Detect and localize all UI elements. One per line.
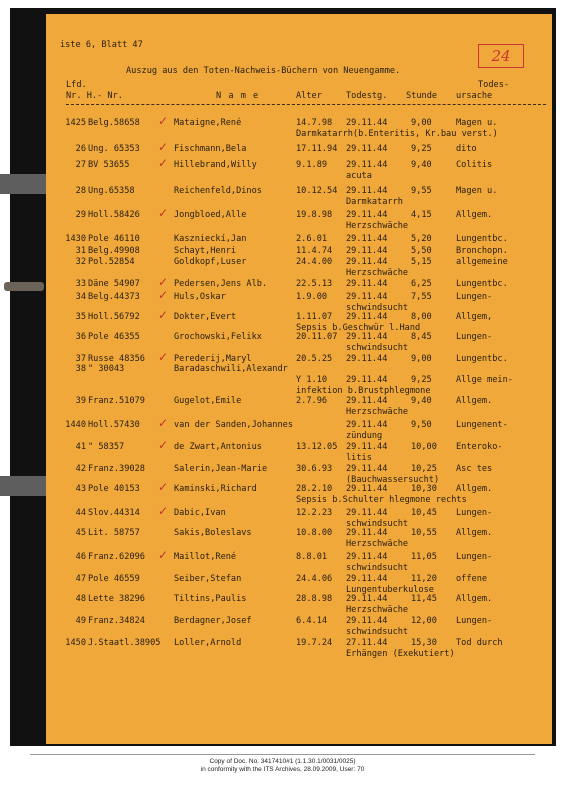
birth-date: 2.6.01 (296, 234, 328, 244)
record-number: 47 (75, 574, 86, 584)
prisoner-name: Kaminski,Richard (174, 484, 257, 494)
record-number: 49 (75, 616, 86, 626)
record-number: 44 (75, 508, 86, 518)
death-cause-continued: schwindsucht (346, 343, 409, 353)
death-date: 29.11.44 (346, 354, 388, 364)
death-cause: Enteroko- (456, 442, 503, 452)
red-check-mark-icon: ✓ (158, 548, 169, 562)
header-rule (66, 104, 546, 105)
red-check-mark-icon: ✓ (158, 275, 169, 289)
record-number: 1425 (65, 118, 86, 128)
death-date: 29.11.44 (346, 257, 388, 267)
prisoner-number: Holl.57430 (88, 420, 140, 430)
death-time: 9,40 (411, 396, 432, 406)
page-number-stamp: 24 (478, 44, 524, 68)
birth-date: 11.4.74 (296, 246, 333, 256)
record-number: 39 (75, 396, 86, 406)
red-check-mark-icon: ✓ (158, 114, 169, 128)
col-todestag: Todestg. (346, 91, 388, 101)
birth-date: 20.5.25 (296, 354, 333, 364)
death-date: 29.11.44 (346, 616, 388, 626)
death-date: 29.11.44 (346, 442, 388, 452)
death-cause: Lungen- (456, 552, 493, 562)
prisoner-name: Huls,Oskar (174, 292, 226, 302)
death-cause: Allgem. (456, 210, 493, 220)
death-time: 9,00 (411, 118, 432, 128)
prisoner-number: Lette 38296 (88, 594, 145, 604)
death-time: 8,00 (411, 312, 432, 322)
death-cause: Lungentbc. (456, 279, 508, 289)
red-check-mark-icon: ✓ (158, 308, 169, 322)
prisoner-number: Franz.51079 (88, 396, 145, 406)
prisoner-number: Franz.62096 (88, 552, 145, 562)
death-time: 9,25 (411, 144, 432, 154)
death-date: 29.11.44 (346, 332, 388, 342)
prisoner-name: de Zwart,Antonius (174, 442, 262, 452)
death-time: 9,50 (411, 420, 432, 430)
prisoner-name: Mataigne,René (174, 118, 242, 128)
prisoner-name: Salerin,Jean-Marie (174, 464, 268, 474)
birth-date: 13.12.05 (296, 442, 338, 452)
death-cause: Allgem. (456, 484, 493, 494)
red-check-mark-icon: ✓ (158, 140, 169, 154)
death-cause: Lungen- (456, 616, 493, 626)
death-cause: Allgem. (456, 396, 493, 406)
prisoner-number: Russe 48356 (88, 354, 145, 364)
death-date: 29.11.44 (346, 246, 388, 256)
death-cause-continued: Erhängen (Exekutiert) (346, 649, 455, 659)
death-cause-continued: Herzschwäche (346, 268, 409, 278)
footer-rule (30, 754, 535, 755)
death-time: 10,30 (411, 484, 437, 494)
death-date: 29.11.44 (346, 292, 388, 302)
death-time: 11,45 (411, 594, 437, 604)
death-cause-continued: infektion b.Brustphlegmone (296, 386, 431, 396)
prisoner-number: Ung. 65353 (88, 144, 140, 154)
birth-date: 28.8.98 (296, 594, 333, 604)
prisoner-number: " 58357 (88, 442, 125, 452)
prisoner-name: Maillot,René (174, 552, 237, 562)
death-date: 29.11.44 (346, 396, 388, 406)
death-date: 29.11.44 (346, 160, 388, 170)
record-number: 1450 (65, 638, 86, 648)
death-time: 4,15 (411, 210, 432, 220)
tape-strip (0, 476, 46, 496)
prisoner-number: Belg.49908 (88, 246, 140, 256)
prisoner-name: Pedersen,Jens Alb. (174, 279, 268, 289)
prisoner-number: Belg.44373 (88, 292, 140, 302)
death-cause: allgemeine (456, 257, 508, 267)
record-number: 31 (75, 246, 86, 256)
col-lfd: Lfd. (66, 80, 87, 90)
death-date: 29.11.44 (346, 574, 388, 584)
record-number: 45 (75, 528, 86, 538)
birth-date: 30.6.93 (296, 464, 333, 474)
birth-date: 24.4.00 (296, 257, 333, 267)
death-date: 27.11.44 (346, 638, 388, 648)
death-cause-continued: Herzschwäche (346, 407, 409, 417)
death-date: 29.11.44 (346, 375, 388, 385)
death-cause-continued: (Bauchwassersucht) (346, 475, 440, 485)
prisoner-name: Seiber,Stefan (174, 574, 242, 584)
prisoner-name: Dabic,Ivan (174, 508, 226, 518)
death-cause-continued: zündung (346, 431, 383, 441)
prisoner-name: Kasznieckí,Jan (174, 234, 247, 244)
death-cause: Magen u. (456, 186, 498, 196)
prisoner-name: Tiltins,Paulis (174, 594, 247, 604)
prisoner-name: Dokter,Evert (174, 312, 237, 322)
record-number: 37 (75, 354, 86, 364)
death-cause: Magen u. (456, 118, 498, 128)
death-cause: offene (456, 574, 488, 584)
prisoner-name: Baradaschwili,Alexandr (174, 364, 288, 374)
death-cause-continued: acuta (346, 171, 372, 181)
birth-date: 1.9.00 (296, 292, 328, 302)
death-cause-continued: litis (346, 453, 372, 463)
death-cause-continued: Darmkatarrh(b.Enteritis, Kr.bau verst.) (296, 129, 498, 139)
death-time: 9,40 (411, 160, 432, 170)
prisoner-number: Holl.58426 (88, 210, 140, 220)
birth-date: 17.11.94 (296, 144, 338, 154)
death-date: 29.11.44 (346, 484, 388, 494)
death-date: 29.11.44 (346, 118, 388, 128)
death-cause: dito (456, 144, 477, 154)
death-date: 29.11.44 (346, 144, 388, 154)
red-check-mark-icon: ✓ (158, 350, 169, 364)
prisoner-name: Perederij,Maryl (174, 354, 252, 364)
death-time: 5,15 (411, 257, 432, 267)
col-alter: Alter (296, 91, 322, 101)
death-cause-continued: Herzschwäche (346, 539, 409, 549)
death-cause-continued: Sepsis b.Schulter hlegmone rechts (296, 495, 467, 505)
prisoner-number: Holl.56792 (88, 312, 140, 322)
death-cause: Colitis (456, 160, 493, 170)
prisoner-number: Franz.39028 (88, 464, 145, 474)
death-time: 10,55 (411, 528, 437, 538)
death-cause: Lungentbc. (456, 354, 508, 364)
document-sheet (46, 14, 552, 744)
archive-footer (0, 758, 565, 773)
death-cause-continued: schwindsucht (346, 627, 409, 637)
death-cause: Tod durch (456, 638, 503, 648)
death-time: 8,45 (411, 332, 432, 342)
death-cause: Asc tes (456, 464, 493, 474)
record-number: 48 (75, 594, 86, 604)
death-date: 29.11.44 (346, 210, 388, 220)
col-ursache: ursache (456, 91, 493, 101)
death-date: 29.11.44 (346, 508, 388, 518)
red-check-mark-icon: ✓ (158, 206, 169, 220)
death-cause-continued: schwindsucht (346, 563, 409, 573)
record-number: 1440 (65, 420, 86, 430)
prisoner-number: Pole 46355 (88, 332, 140, 342)
birth-date: 14.7.98 (296, 118, 333, 128)
birth-date: 10.8.00 (296, 528, 333, 538)
prisoner-number: " 30043 (88, 364, 125, 374)
death-cause: Allgem. (456, 594, 493, 604)
death-time: 7,55 (411, 292, 432, 302)
birth-date: 12.2.23 (296, 508, 333, 518)
death-time: 10,25 (411, 464, 437, 474)
record-number: 42 (75, 464, 86, 474)
red-check-mark-icon: ✓ (158, 504, 169, 518)
death-time: 10,00 (411, 442, 437, 452)
death-time: 5,50 (411, 246, 432, 256)
death-cause-continued: Lungentuberkulose (346, 585, 434, 595)
record-number: 38 (75, 364, 86, 374)
death-time: 9,00 (411, 354, 432, 364)
death-time: 11,05 (411, 552, 437, 562)
prisoner-number: Pole 46559 (88, 574, 140, 584)
tape-strip (0, 174, 46, 194)
prisoner-number: Däne 54907 (88, 279, 140, 289)
death-time: 10,45 (411, 508, 437, 518)
prisoner-number: Ung.65358 (88, 186, 135, 196)
death-cause-continued: schwindsucht (346, 519, 409, 529)
birth-date: 6.4.14 (296, 616, 328, 626)
prisoner-name: Gugelot,Emile (174, 396, 242, 406)
prisoner-number: Franz.34824 (88, 616, 145, 626)
birth-date: 20.11.07 (296, 332, 338, 342)
birth-date: 24.4.06 (296, 574, 333, 584)
birth-date: 9.1.89 (296, 160, 328, 170)
death-time: 11,20 (411, 574, 437, 584)
death-cause: Lungentbc. (456, 234, 508, 244)
death-time: 6,25 (411, 279, 432, 289)
death-cause-continued: Darmkatarrh (346, 197, 403, 207)
prisoner-name: Grochowski,Felikx (174, 332, 262, 342)
record-number: 1430 (65, 234, 86, 244)
list-sheet-label: iste 6, Blatt 47 (60, 40, 143, 50)
record-number: 26 (75, 144, 86, 154)
prisoner-number: Pol.52854 (88, 257, 135, 267)
death-cause: Lungen- (456, 292, 493, 302)
prisoner-number: Pole 40153 (88, 484, 140, 494)
record-number: 36 (75, 332, 86, 342)
death-date: 29.11.44 (346, 552, 388, 562)
punch-hole (4, 282, 44, 291)
death-date: 29.11.44 (346, 279, 388, 289)
record-number: 35 (75, 312, 86, 322)
record-number: 34 (75, 292, 86, 302)
death-date: 29.11.44 (346, 528, 388, 538)
footer-copy-line: Copy of Doc. No. 3417410#1 (1.1.30.1/0031/0025) (209, 758, 356, 765)
birth-date: 28.2.10 (296, 484, 333, 494)
record-number: 32 (75, 257, 86, 267)
death-time: 15,30 (411, 638, 437, 648)
death-cause: Allge mein- (456, 375, 513, 385)
record-number: 28 (75, 186, 86, 196)
red-check-mark-icon: ✓ (158, 156, 169, 170)
red-check-mark-icon: ✓ (158, 480, 169, 494)
prisoner-number: J.Staatl.38905 (88, 638, 161, 648)
prisoner-name: Fischmann,Bela (174, 144, 247, 154)
death-cause-continued: Herzschwäche (346, 221, 409, 231)
record-number: 29 (75, 210, 86, 220)
record-number: 27 (75, 160, 86, 170)
prisoner-name: Jongbloed,Alle (174, 210, 247, 220)
record-number: 46 (75, 552, 86, 562)
prisoner-number: BV 53655 (88, 160, 130, 170)
prisoner-name: Reichenfeld,Dinos (174, 186, 262, 196)
prisoner-number: Belg.58658 (88, 118, 140, 128)
birth-date: 1.11.07 (296, 312, 333, 322)
death-cause-continued: schwindsucht (346, 303, 409, 313)
death-date: 29.11.44 (346, 594, 388, 604)
prisoner-name: Hillebrand,Willy (174, 160, 257, 170)
birth-date: 19.7.24 (296, 638, 333, 648)
red-check-mark-icon: ✓ (158, 438, 169, 452)
death-cause: Lungenent- (456, 420, 508, 430)
col-nr-hnr: Nr. H.- Nr. (66, 91, 123, 101)
footer-conformity-line: in conformity with the ITS Archives, 28.09.2009, User: 70 (200, 765, 365, 773)
red-check-mark-icon: ✓ (158, 416, 169, 430)
death-cause-continued: Sepsis b.Geschwür l.Hand (296, 323, 421, 333)
death-cause-continued: Herzschwäche (346, 605, 409, 615)
death-time: 9,25 (411, 375, 432, 385)
col-stunde: Stunde (406, 91, 438, 101)
death-cause: Allgem. (456, 528, 493, 538)
death-date: 29.11.44 (346, 186, 388, 196)
death-cause: Allgem, (456, 312, 493, 322)
record-number: 33 (75, 279, 86, 289)
prisoner-name: Schayt,Henri (174, 246, 237, 256)
prisoner-number: Slov.44314 (88, 508, 140, 518)
red-check-mark-icon: ✓ (158, 288, 169, 302)
death-date: 29.11.44 (346, 312, 388, 322)
birth-date: Y 1.10 (296, 375, 328, 385)
record-number: 43 (75, 484, 86, 494)
birth-date: 2.7.96 (296, 396, 328, 406)
death-date: 29.11.44 (346, 420, 388, 430)
death-time: 5,20 (411, 234, 432, 244)
birth-date: 22.5.13 (296, 279, 333, 289)
document-heading: Auszug aus den Toten-Nachweis-Büchern von Neuengamme. (126, 66, 401, 76)
prisoner-name: Berdagner,Josef (174, 616, 252, 626)
prisoner-number: Lit. 58757 (88, 528, 140, 538)
record-number: 41 (75, 442, 86, 452)
death-time: 12,00 (411, 616, 437, 626)
death-time: 9,55 (411, 186, 432, 196)
prisoner-name: Goldkopf,Luser (174, 257, 247, 267)
death-cause: Lungen- (456, 332, 493, 342)
prisoner-number: Pole 46110 (88, 234, 140, 244)
birth-date: 10.12.54 (296, 186, 338, 196)
col-name: N a m e (216, 91, 260, 101)
prisoner-name: Loller,Arnold (174, 638, 242, 648)
death-date: 29.11.44 (346, 464, 388, 474)
col-ursache-top: Todes- (478, 80, 510, 90)
birth-date: 19.8.98 (296, 210, 333, 220)
death-date: 29.11.44 (346, 234, 388, 244)
table-row (46, 638, 552, 668)
death-cause: Bronchopn. (456, 246, 508, 256)
prisoner-name: van der Sanden,Johannes (174, 420, 293, 430)
death-cause: Lungen- (456, 508, 493, 518)
prisoner-name: Sakis,Boleslavs (174, 528, 252, 538)
birth-date: 8.8.01 (296, 552, 328, 562)
